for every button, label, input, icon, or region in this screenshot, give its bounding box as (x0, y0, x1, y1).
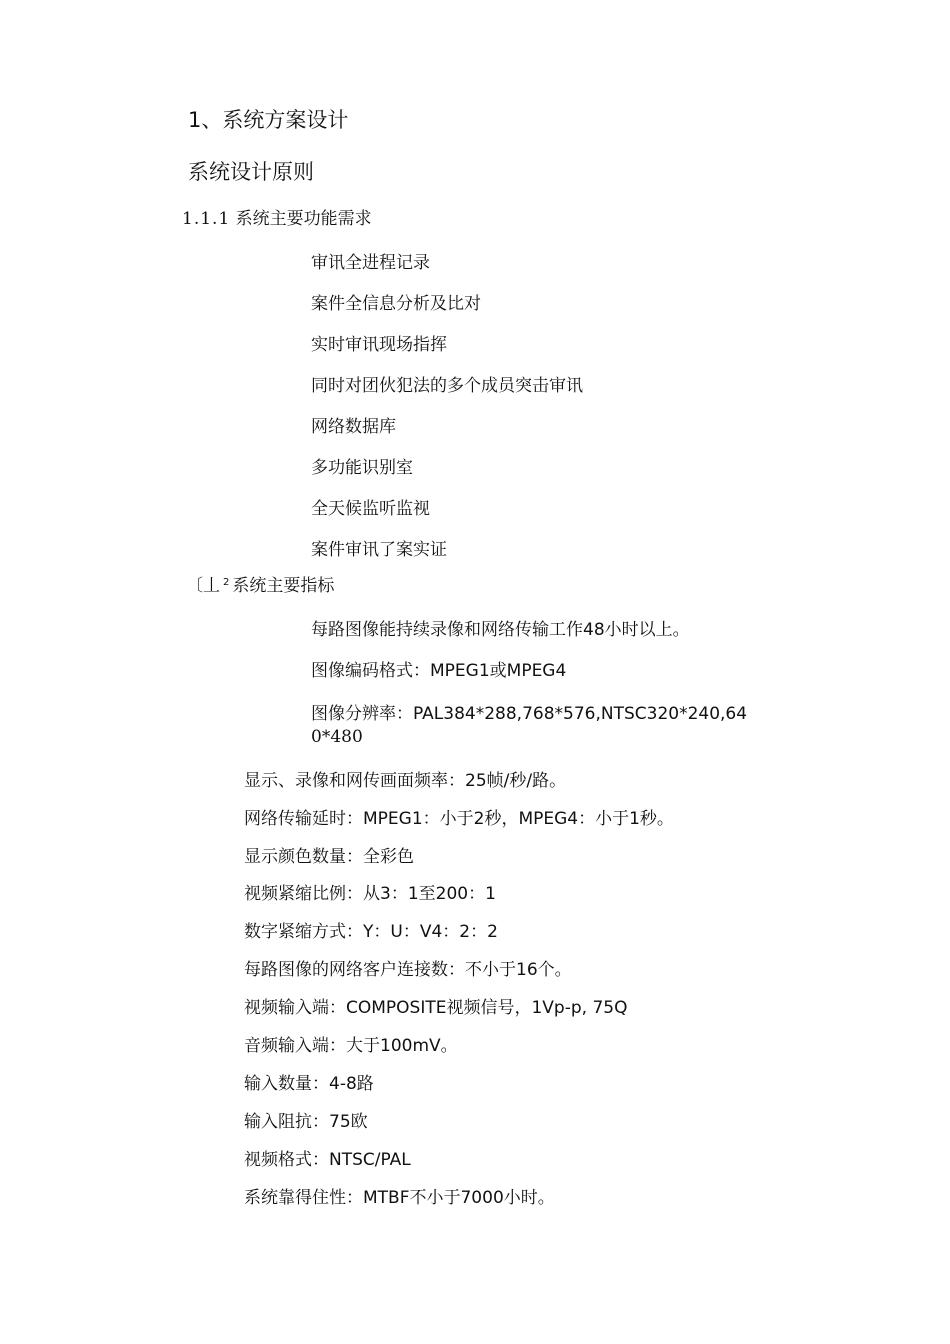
param-line: 视频紧缩比例：从3：1至200：1 (244, 884, 496, 904)
param-line: 音频输入端：大于100mV。 (244, 1036, 458, 1056)
section-heading-indicators (186, 578, 334, 595)
indicator-resolution: 图像分辨率：PAL384*288,768*576,NTSC320*240,64 (311, 704, 748, 724)
param-line: 显示颜色数量：全彩色 (244, 847, 414, 867)
function-item: 审讯全进程记录 (311, 253, 430, 273)
param-line: 视频输入端：COMPOSITE视频信号，1Vp-p, 75Q (244, 998, 628, 1018)
param-line: 数字紧缩方式：Y：U：V4：2：2 (244, 922, 498, 942)
indicator-recording: 每路图像能持续录像和网络传输工作48小时以上。 (311, 620, 690, 640)
function-item: 实时审讯现场指挥 (311, 335, 447, 355)
function-item: 网络数据库 (311, 417, 396, 437)
function-item: 全天候监听监视 (311, 499, 430, 519)
indicator-resolution-cont: 0*480 (311, 727, 363, 747)
section-number: 1.1.1 (182, 209, 231, 229)
section-superscript: 2 (223, 577, 230, 588)
heading-design-principles: 系统设计原则 (188, 160, 314, 184)
function-item: 同时对团伙犯法的多个成员突击审讯 (311, 376, 583, 396)
param-line: 输入阻抗：75欧 (244, 1112, 368, 1132)
function-item: 案件审讯了案实证 (311, 540, 447, 560)
indicator-encoding: 图像编码格式：MPEG1或MPEG4 (311, 661, 567, 681)
heading-system-design: 1、系统方案设计 (188, 108, 349, 132)
param-line: 系统靠得住性：MTBF不小于7000小时。 (244, 1188, 555, 1208)
section-title: 系统主要指标 (232, 576, 335, 596)
section-mark: 〔丄 (186, 576, 220, 596)
param-line: 网络传输延时：MPEG1：小于2秒，MPEG4：小于1秒。 (244, 809, 674, 829)
param-line: 每路图像的网络客户连接数：不小于16个。 (244, 960, 572, 980)
function-item: 案件全信息分析及比对 (311, 294, 481, 314)
section-heading-functions (182, 211, 372, 228)
section-title: 系统主要功能需求 (235, 209, 372, 229)
param-line: 视频格式：NTSC/PAL (244, 1150, 411, 1170)
function-item: 多功能识别室 (311, 458, 413, 478)
param-line: 输入数量：4-8路 (244, 1074, 374, 1094)
param-line: 显示、录像和网传画面频率：25帧/秒/路。 (244, 771, 567, 791)
